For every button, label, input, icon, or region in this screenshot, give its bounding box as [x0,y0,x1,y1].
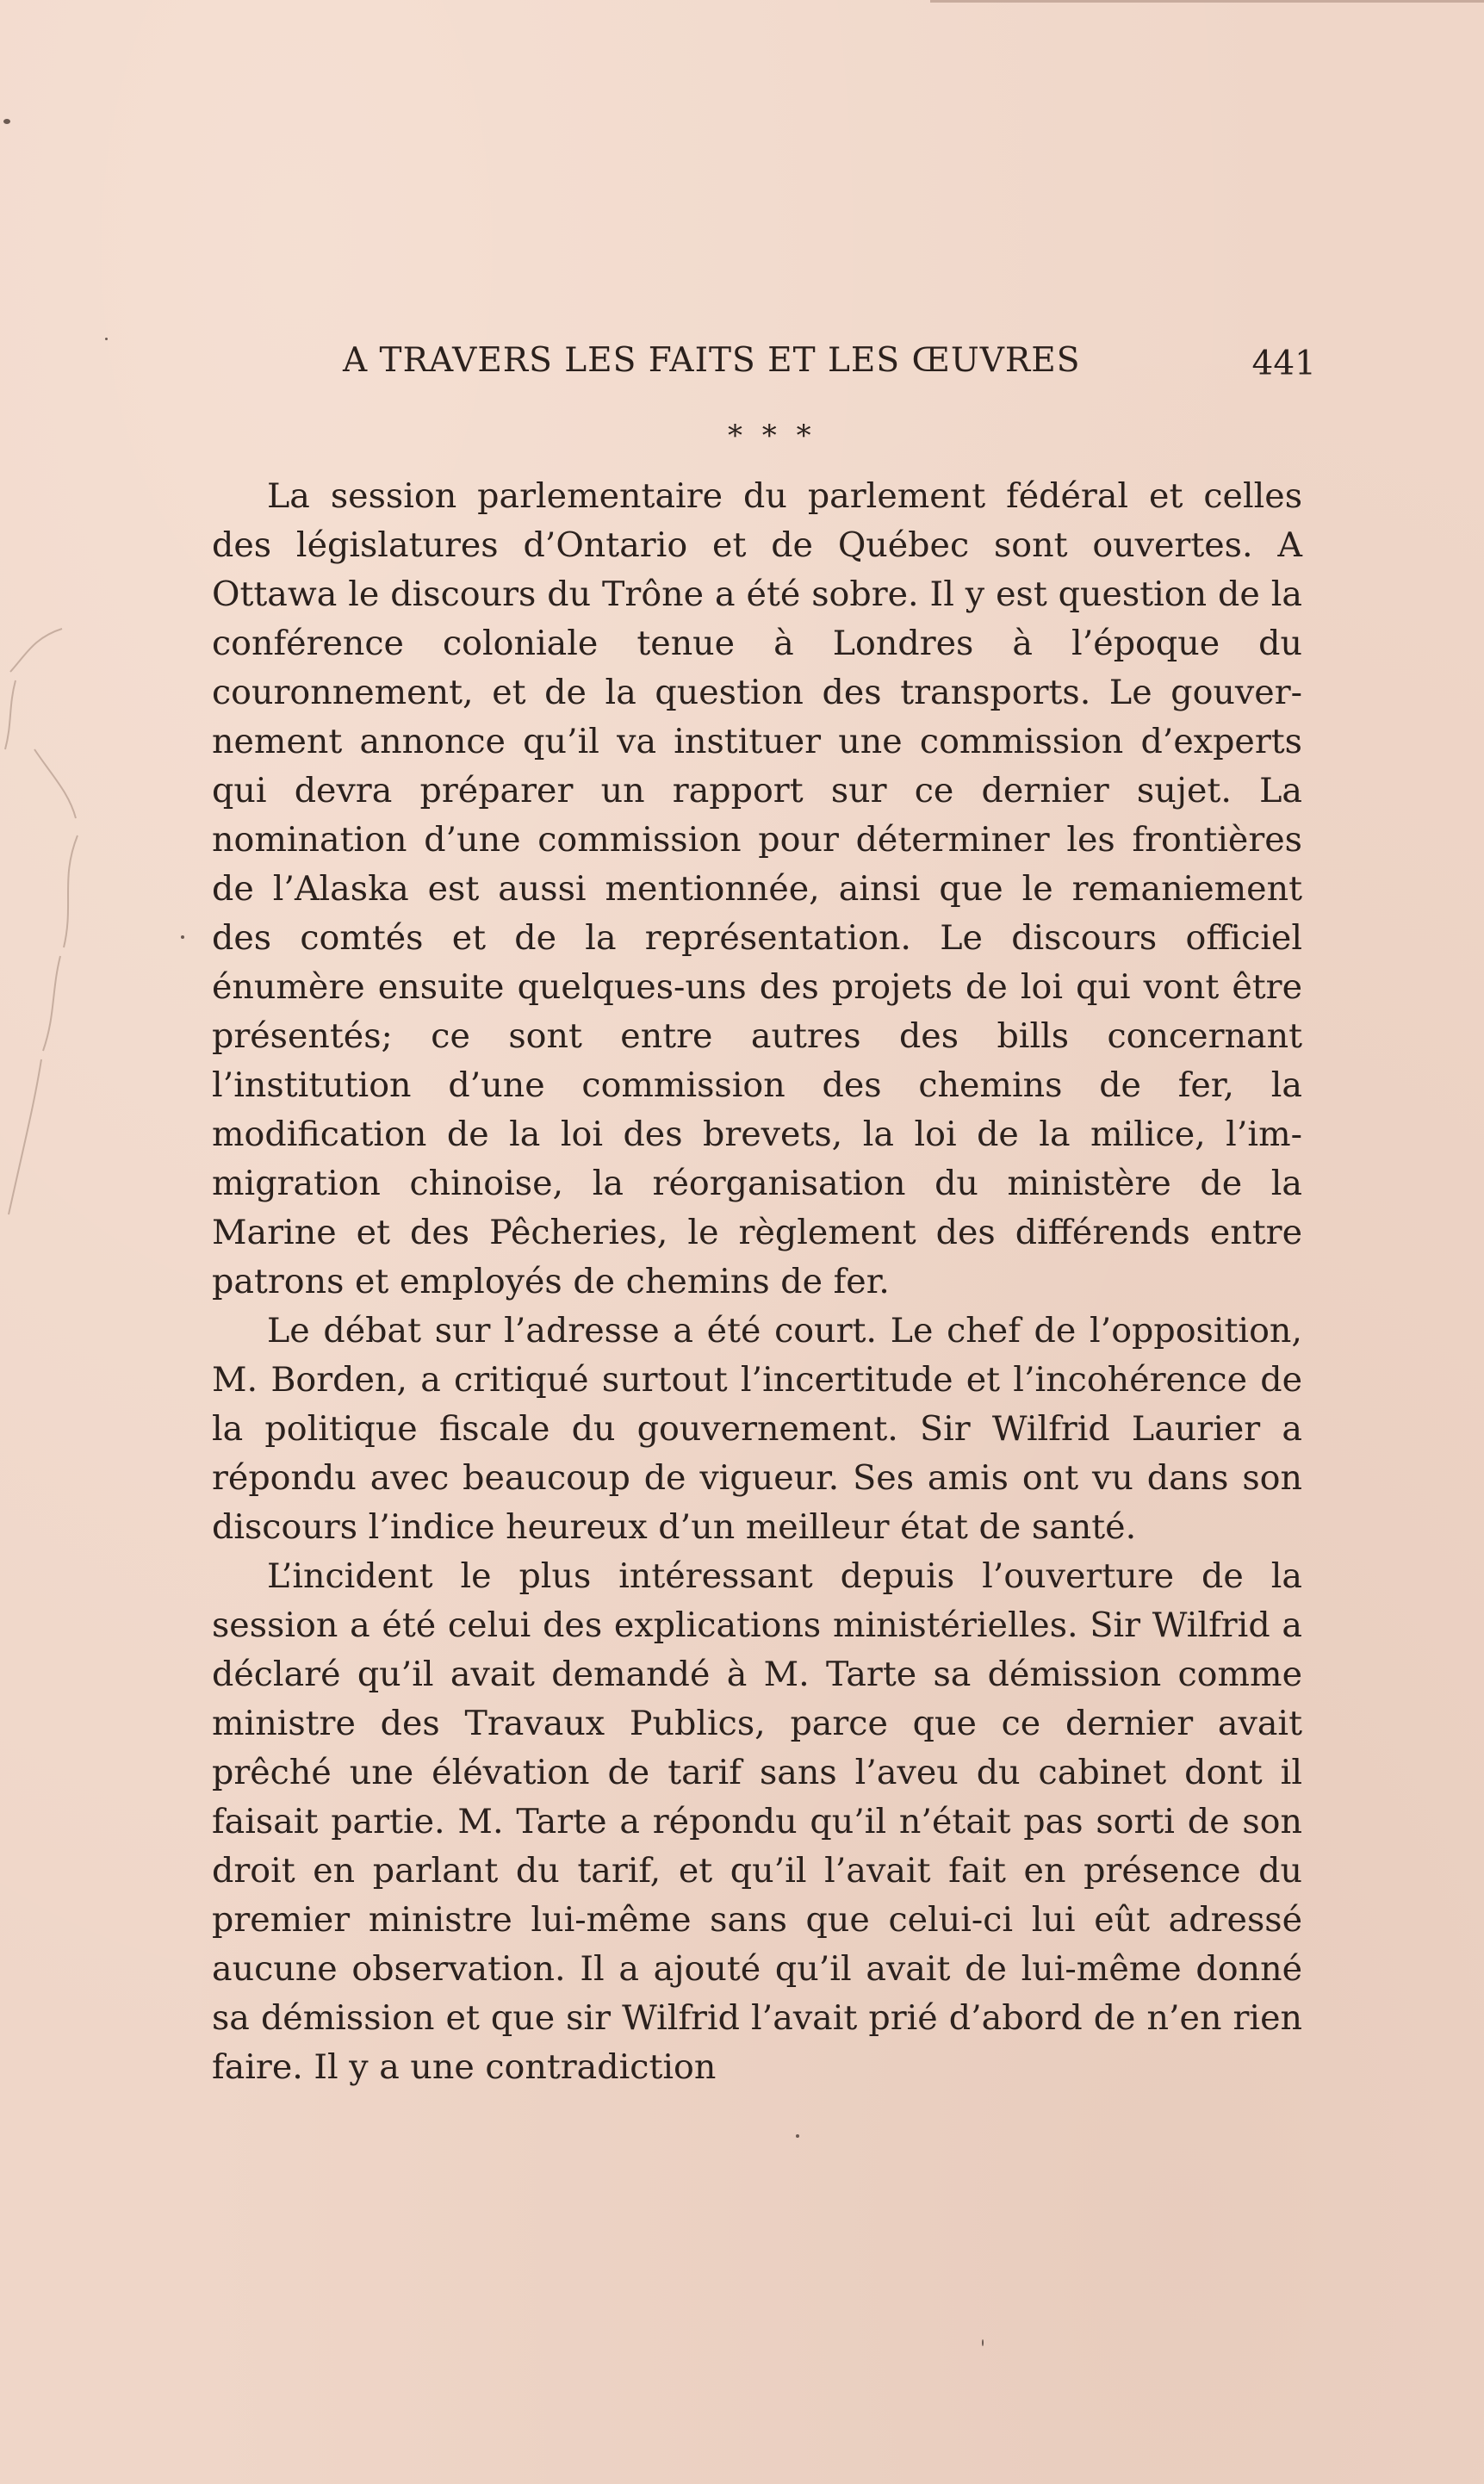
body-text [212,472,1302,2092]
page-edge-line [930,0,1484,3]
page-number: 441 [1251,345,1316,383]
paragraph: La session parlementaire du parlement fédéral et celles des législatures d’Ontario et de Québec sont ouvertes. A Ottawa le discours du Trône a été sobre. Il y est question de la conférence coloniale tenue à Londres à l’époque du couronnement, et de la question des transports. Le gouvernement annonce qu’il va instituer une commission d’experts qui devra préparer un rapport sur ce dernier sujet. La nomination d’une commission pour déterminer les frontières de l’Alaska est aussi mentionnée, ainsi que le remaniement des comtés et de la représentation. Le discours officiel énumère ensuite quelques-uns des projets de loi qui vont être présentés; ce sont entre autres des bills concernant l’institution d’une commission des chemins de fer, la modification de la loi des brevets, la loi de la milice, l’immigration chinoise, la réorganisation du ministère de la Marine et des Pêcheries, le règlement des différends entre patrons et employés de chemins de fer. [212,476,1302,1301]
running-head [343,341,1316,393]
ink-speck [3,119,10,124]
ink-speck [181,935,184,939]
running-title: A TRAVERS LES FAITS ET LES ŒUVRES [343,341,1081,380]
paragraph: Le débat sur l’adresse a été court. Le chef de l’opposition, M. Borden, a critiqué surtout l’incertitude et l’incohérence de la politique fiscale du gouvernement. Sir Wilfrid Laurier a répondu avec beaucoup de vigueur. Ses amis ont vu dans son discours l’indice heureux d’un meilleur état de santé. [212,1311,1302,1547]
ink-speck [982,2339,984,2346]
margin-tear-marks [0,620,95,1223]
paragraph: L’incident le plus intéressant depuis l’ouverture de la session a été celui des explications ministérielles. Sir Wilfrid a déclaré qu’il avait demandé à M. Tarte sa démission comme ministre des Travaux Publics, parce que ce dernier avait prêché une élévation de tarif sans l’aveu du cabinet dont il faisait partie. M. Tarte a répondu qu’il n’était pas sorti de son droit en parlant du tarif, et qu’il l’avait fait en présence du premier ministre lui-même sans que celui-ci lui eût adressé aucune observation. Il a ajouté qu’il avait de lui-même donné sa démission et que sir Wilfrid l’avait prié d’abord de n’en rien faire. Il y a une contradiction [212,1556,1302,2087]
ink-speck [105,338,108,340]
section-separator: * * * [728,419,817,453]
ink-speck [796,2134,799,2138]
